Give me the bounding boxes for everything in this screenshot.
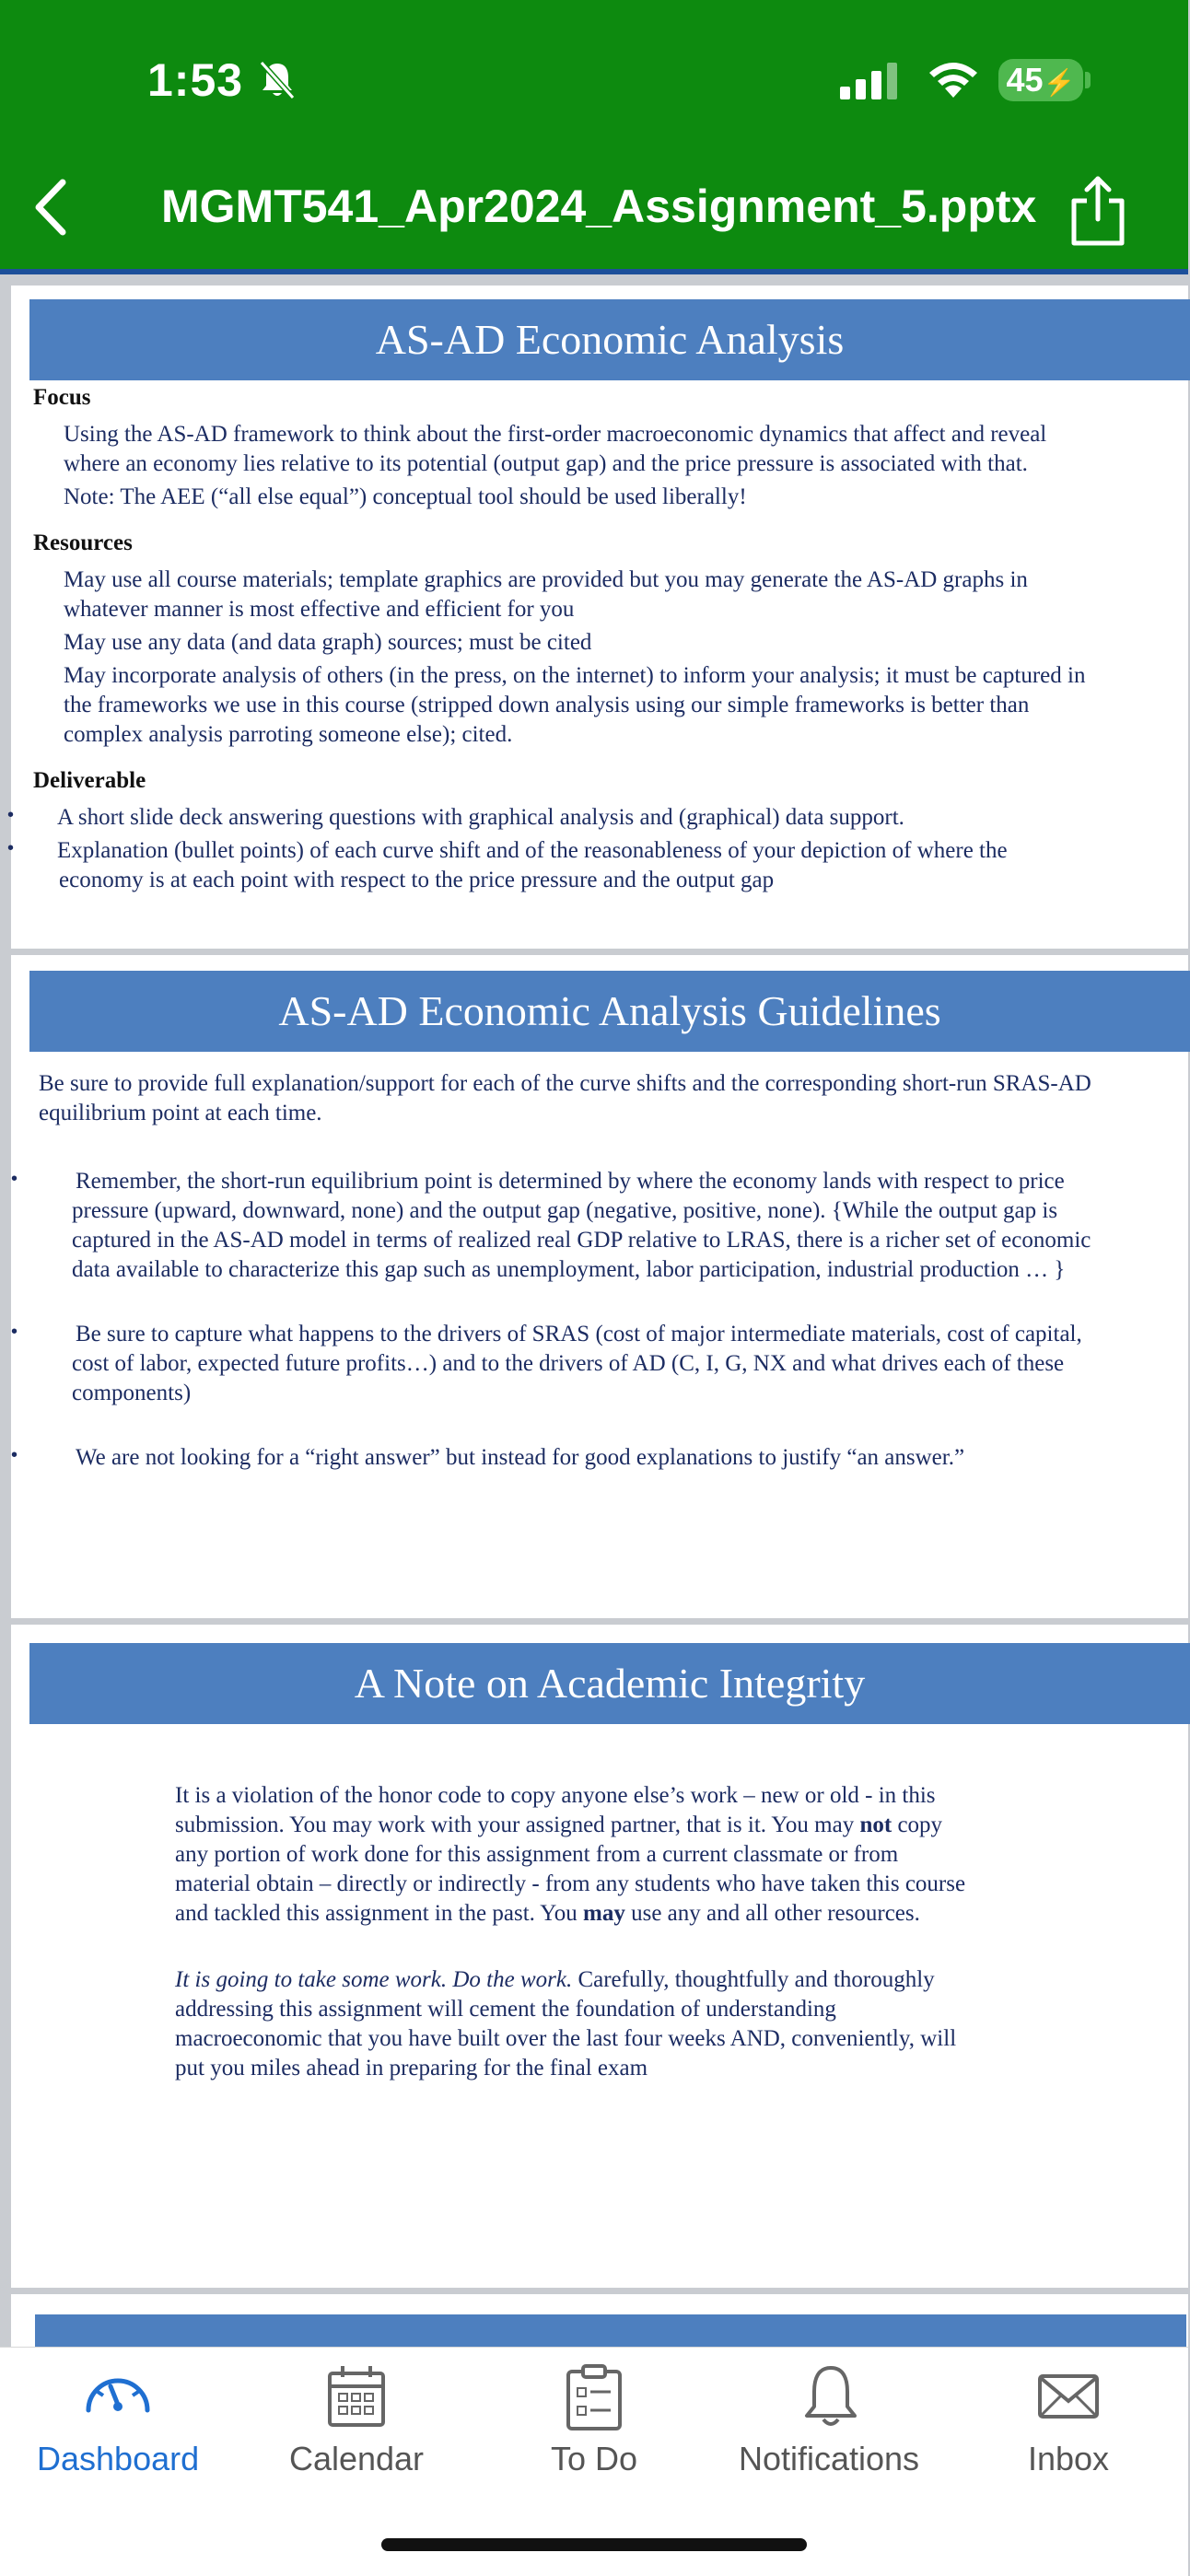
silent-bell-icon — [256, 59, 298, 101]
charging-bolt-icon: ⚡ — [1043, 68, 1076, 97]
bullet-2-line: Be sure to capture what happens to the drivers of SRAS (cost of major intermediate materials, cost of capital, — [76, 1322, 1082, 1346]
integrity-line: material obtain – directly or indirectly - from any students who have taken this course — [175, 1871, 966, 1896]
bullet-dot: • — [7, 805, 15, 825]
bullet-1-line: data available to characterize this gap such as unemployment, labor participation, industrial production … } — [72, 1257, 1066, 1282]
integrity-line: It is a violation of the honor code to copy anyone else’s work – new or old - in this — [175, 1783, 936, 1808]
bell-icon — [799, 2364, 862, 2432]
bullet-1-line: captured in the AS-AD model in terms of realized real GDP relative to LRAS, there is a richer set of economic — [72, 1228, 1091, 1253]
focus-line: Note: The AEE (“all else equal”) conceptual tool should be used liberally! — [64, 484, 747, 509]
integrity-line — [175, 1811, 942, 1840]
tab-label: Dashboard — [37, 2440, 200, 2477]
home-indicator[interactable] — [381, 2538, 807, 2551]
share-icon[interactable] — [1068, 175, 1127, 247]
resources-line: May use any data (and data graph) sources; must be cited — [64, 630, 592, 655]
bullet-2-line: components) — [72, 1381, 192, 1405]
inbox-icon — [1037, 2373, 1100, 2419]
deliverable-line: Explanation (bullet points) of each curve shift and of the reasonableness of your depiction of where the — [57, 838, 1008, 863]
battery-level: 45 — [1006, 61, 1044, 99]
bullet-1-line: pressure (upward, downward, none) and the output gap (negative, positive, none). {While the output gap is — [72, 1198, 1058, 1223]
integrity-text: and tackled this assignment in the past. You — [175, 1901, 584, 1926]
todo-icon — [565, 2364, 624, 2432]
focus-line: Using the AS-AD framework to think about the first-order macroeconomic dynamics that affect and reveal — [64, 422, 1047, 447]
integrity-line — [175, 1899, 920, 1929]
tab-label: Calendar — [288, 2440, 425, 2477]
integrity-emphasis-may: may — [583, 1901, 625, 1926]
tab-label: To Do — [550, 2440, 638, 2477]
slide-2 — [11, 955, 1188, 1618]
top-bar — [0, 0, 1188, 271]
work-line: macroeconomic that you have built over the last four weeks AND, conveniently, will — [175, 2026, 957, 2051]
deliverable-heading: Deliverable — [33, 768, 146, 793]
slide-4-partial — [11, 2294, 1188, 2349]
integrity-text: use any and all other resources. — [624, 1901, 920, 1926]
slide-3-title: A Note on Academic Integrity — [29, 1643, 1190, 1724]
bullet-dot: • — [7, 838, 15, 858]
battery-indicator — [998, 59, 1083, 101]
deliverable-line: A short slide deck answering questions with graphical analysis and (graphical) data support. — [57, 805, 904, 830]
bullet-dot: • — [11, 1169, 18, 1189]
back-chevron-icon[interactable] — [28, 175, 74, 239]
wifi-icon — [926, 57, 981, 99]
tab-label: Notifications — [738, 2440, 920, 2477]
work-italic: It is going to take some work. Do the work. — [175, 1967, 573, 1992]
calendar-icon — [326, 2364, 387, 2429]
resources-line: May use all course materials; template graphics are provided but you may generate the AS-AD graphs in — [64, 567, 1028, 592]
resources-line: whatever manner is most effective and efficient for you — [64, 597, 575, 622]
focus-heading: Focus — [33, 385, 91, 410]
status-time: 1:53 — [147, 54, 244, 106]
slide-1-title: AS-AD Economic Analysis — [29, 299, 1190, 380]
bullet-1-line: Remember, the short-run equilibrium point is determined by where the economy lands with respect to price — [76, 1169, 1065, 1194]
resources-heading: Resources — [33, 530, 133, 555]
integrity-text: submission. You may work with your assigned partner, that is it. You may — [175, 1813, 860, 1837]
dashboard-icon — [83, 2364, 153, 2419]
tab-label: Inbox — [1027, 2440, 1110, 2477]
work-line: addressing this assignment will cement the foundation of understanding — [175, 1997, 836, 2022]
bullet-2-line: cost of labor, expected future profits…) and to the drivers of AD (C, I, G, NX and what drives each of these — [72, 1351, 1065, 1376]
resources-line: May incorporate analysis of others (in the press, on the internet) to inform your analysis; it must be captured in — [64, 663, 1086, 688]
battery-nub — [1085, 72, 1091, 88]
slide-2-title: AS-AD Economic Analysis Guidelines — [29, 971, 1190, 1052]
resources-line: the frameworks we use in this course (stripped down analysis using our simple frameworks is better than — [64, 693, 1030, 717]
slide-1 — [7, 286, 1188, 949]
bullet-dot: • — [11, 1445, 18, 1465]
integrity-emphasis-not: not — [859, 1813, 892, 1837]
intro-line: Be sure to provide full explanation/support for each of the curve shifts and the corresponding short-run SRAS-AD — [39, 1071, 1091, 1096]
bullet-dot: • — [11, 1322, 18, 1342]
deliverable-line: economy is at each point with respect to the price pressure and the output gap — [59, 868, 775, 892]
header-divider — [0, 269, 1188, 274]
resources-line: complex analysis parroting someone else); cited. — [64, 722, 513, 747]
work-text: Carefully, thoughtfully and thoroughly — [572, 1967, 935, 1992]
work-line — [175, 1965, 935, 1995]
integrity-line: any portion of work done for this assignment from a current classmate or from — [175, 1842, 899, 1867]
document-title: MGMT541_Apr2024_Assignment_5.pptx — [161, 181, 1037, 232]
focus-line: where an economy lies relative to its potential (output gap) and the price pressure is associated with that. — [64, 451, 1028, 476]
bullet-3-line: We are not looking for a “right answer” but instead for good explanations to justify “an answer.” — [76, 1445, 965, 1470]
integrity-text: copy — [892, 1813, 943, 1837]
slide-3 — [11, 1625, 1188, 2288]
work-line: put you miles ahead in preparing for the final exam — [175, 2056, 648, 2081]
intro-line: equilibrium point at each time. — [39, 1101, 322, 1125]
cellular-signal-icon — [840, 61, 904, 99]
